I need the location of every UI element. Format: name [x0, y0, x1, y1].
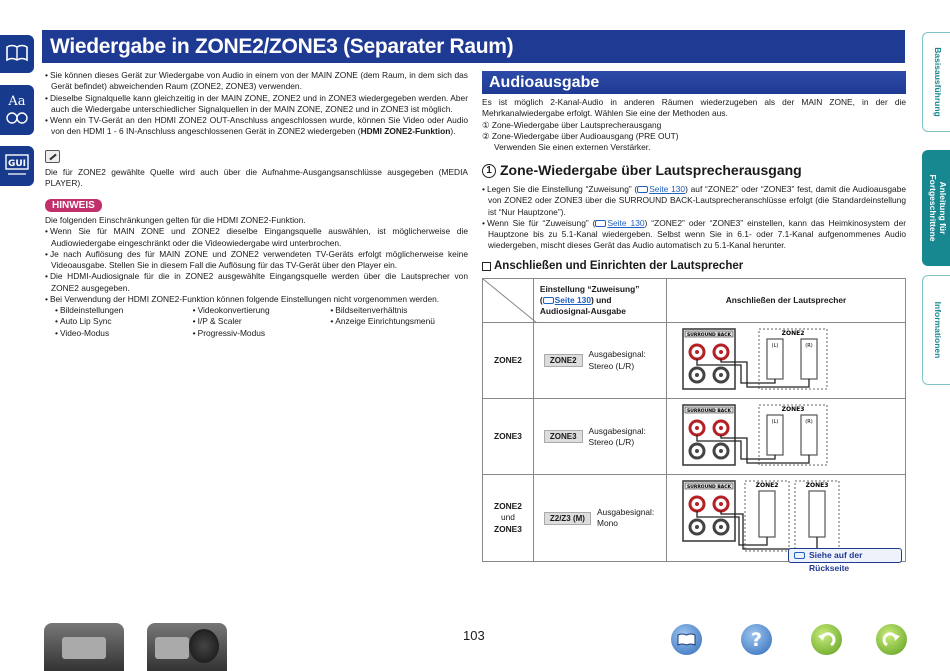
link-icon — [543, 297, 554, 304]
intro-text: Es ist möglich 2-Kanal-Audio in anderen Räumen wiederzugeben als der MAIN ZONE, in der die Mehrkanalwiedergabe erfolgt. Wählen Sie eine der Methoden aus. — [482, 97, 906, 119]
speaker-table — [482, 278, 906, 562]
book-icon[interactable] — [671, 624, 702, 655]
page-link[interactable]: Seite 130 — [607, 217, 645, 228]
method-note: Verwenden Sie einen externen Verstärker. — [494, 142, 651, 152]
list-item: • Progressiv-Modus — [193, 328, 331, 339]
intro-list — [45, 70, 468, 138]
svg-text:ZONE3: ZONE3 — [781, 406, 805, 414]
checkbox-icon — [482, 262, 491, 271]
list-item: • Die HDMI-Audiosignale für die in ZONE2 ausgewählte Eingangsquelle werden über die Lautsprecher von ZONE2 ausgegeben. — [45, 271, 468, 294]
svg-text:(R): (R) — [805, 419, 813, 426]
svg-text:SURROUND BACK: SURROUND BACK — [686, 332, 732, 338]
diagram-cell — [667, 322, 906, 398]
gui-icon[interactable] — [0, 146, 34, 186]
page-link[interactable]: Seite 130 — [649, 184, 686, 194]
svg-text:?: ? — [750, 629, 763, 651]
index-aa-icon[interactable] — [0, 85, 34, 135]
hinweis-badge: HINWEIS — [45, 199, 102, 212]
list-item: • Je nach Auflösung des für MAIN ZONE und ZONE2 verwendeten TV-Geräts erfolgt möglicherweise keine Videoausgabe. Stellen Sie in diesem Fall die Auflösung für das TV-Gerät über den Player ein. — [45, 249, 468, 272]
link-icon — [637, 186, 648, 193]
back-arrow-icon[interactable] — [811, 624, 842, 655]
svg-text:GUI: GUI — [7, 159, 27, 169]
table-corner — [483, 278, 534, 322]
list-item: • Legen Sie die Einstellung “Zuweisung” ( Seite 130) auf “ZONE2” oder “ZONE3” fest, damit die Audioausgabe von ZONE2 oder ZONE3 über die SURROUND BACK-Lautsprecheranschlüsse erfolgt (die Standardeinstellung ist “Nur Hauptzone”). — [482, 184, 906, 218]
svg-text:Aa: Aa — [8, 94, 26, 109]
note-text: Die für ZONE2 gewählte Quelle wird auch über die Aufnahme-Ausgangsanschlüsse ausgegeben (MEDIA PLAYER). — [45, 166, 468, 188]
list-item: • Videokonvertierung — [193, 305, 331, 316]
forward-arrow-icon[interactable] — [876, 624, 907, 655]
diagram-cell — [667, 399, 906, 475]
rear-panel-thumbnail[interactable] — [147, 623, 227, 671]
list-item: • Sie können dieses Gerät zur Wiedergabe von Audio in einem von der MAIN ZONE (dem Raum, in dem sich das Gerät befindet) abweichenden Raum (ZONE2, ZONE3) verwenden. — [45, 70, 468, 93]
list-item: • I/P & Scaler — [193, 316, 331, 327]
table-row: ZONE2 und ZONE3 Z2/Z3 (M) Ausgabesignal: Mono SURROUND BACK ZONE2 ZONE3 — [483, 475, 906, 561]
settings-columns — [45, 305, 468, 339]
hinweis-intro: Die folgenden Einschränkungen gelten für die HDMI ZONE2-Funktion. — [45, 215, 306, 225]
link-icon — [595, 220, 606, 227]
svg-text:(R): (R) — [805, 342, 813, 349]
section-heading: Audioausgabe — [482, 71, 906, 94]
list-item: • Wenn ein TV-Gerät an den HDMI ZONE2 OUT-Anschluss angeschlossen wurde, können Sie Video oder Audio von den HDMI 1 - 6 IN-Anschluss angeschlossenen Gerät in ZONE2 wiedergeben (HDMI ZONE2-Funktion). — [45, 115, 468, 138]
table-row: ZONE3 ZONE3 Ausgabesignal: Stereo (L/R) SURROUND BACK ZONE3 (L) (R) — [483, 399, 906, 475]
svg-text:ZONE2: ZONE2 — [755, 482, 779, 490]
link-icon — [794, 552, 805, 559]
speaker-diagram-zone3 — [671, 401, 901, 469]
list-item: • Wenn Sie für MAIN ZONE und ZONE2 dieselbe Eingangsquelle auswählen, ist möglicherweise die Audiowiedergabe eingeschränkt oder die Videowiedergabe wird unterbrochen. — [45, 226, 468, 249]
svg-text:(L): (L) — [771, 419, 779, 426]
tab-fortgeschrittene[interactable]: Anleitung für Fortgeschrittene — [922, 150, 950, 266]
list-item: • Anzeige Einrichtungsmenü — [330, 316, 468, 327]
header-setting: Einstellung “Zuweisung” ( Seite 130) und Audiosignal-Ausgabe — [533, 278, 666, 322]
list-item: • Bildeinstellungen — [55, 305, 193, 316]
list-item: • Video-Modus — [55, 328, 193, 339]
list-item: • Bildseitenverhältnis — [330, 305, 468, 316]
table-row: ZONE2 ZONE2 Ausgabesignal: Stereo (L/R) SURROUND BACK ZONE2 (L) (R) — [483, 322, 906, 398]
speaker-diagram-zone2 — [671, 325, 901, 393]
assign-button[interactable]: Z2/Z3 (M) — [544, 512, 591, 525]
pencil-note-icon — [45, 150, 60, 163]
svg-text:ZONE3: ZONE3 — [805, 482, 829, 490]
help-icon[interactable] — [741, 624, 772, 655]
title-bar — [42, 30, 905, 63]
list-item: • Bei Verwendung der HDMI ZONE2-Funktion können folgende Einstellungen nicht vorgenommen werden. — [45, 294, 468, 305]
subheading: 1 Zone-Wiedergabe über Lautsprecherausgang — [482, 161, 906, 180]
page-title: Wiedergabe in ZONE2/ZONE3 (Separater Raum) — [50, 35, 514, 58]
list-item: • Dieselbe Signalquelle kann gleichzeitig in der MAIN ZONE, ZONE2 und in ZONE3 wiedergegeben werden. Aber auch die Wiedergabe unterschiedlicher Signalquellen in der MAIN ZONE, ZONE2 und in ZONE3 ist möglich. — [45, 93, 468, 116]
subheading-2: Anschließen und Einrichten der Lautsprecher — [482, 259, 906, 274]
svg-text:SURROUND BACK: SURROUND BACK — [686, 485, 732, 491]
right-column — [482, 71, 906, 562]
back-page-link[interactable]: Siehe auf der Rückseite — [788, 548, 902, 563]
header-connect: Anschließen der Lautsprecher — [667, 278, 906, 322]
svg-text:ZONE2: ZONE2 — [781, 329, 805, 337]
zone-list — [482, 184, 906, 252]
assign-button[interactable]: ZONE2 — [544, 354, 583, 367]
assign-button[interactable]: ZONE3 — [544, 430, 583, 443]
method-item: ① Zone-Wiedergabe über Lautsprecherausgang — [482, 119, 662, 130]
svg-text:SURROUND BACK: SURROUND BACK — [686, 409, 732, 415]
svg-text:(L): (L) — [771, 342, 779, 349]
tab-basisausfuehrung[interactable]: Basisausführung — [922, 32, 950, 132]
speaker-diagram-zone2-zone3 — [671, 477, 901, 555]
front-panel-thumbnail[interactable] — [44, 623, 124, 671]
list-item: • Wenn Sie für “Zuweisung” ( Seite 130) “ZONE2” oder “ZONE3” einstellen, kann das Heimkinosystem der Hauptzone bis zu 5.1-Kanal wiedergeben. Selbst wenn Sie in 6.1- oder 7.1-Kanal aufgenommenes Audio wiedergeben, mischt dieses Gerät das Audio automatisch zu 5.1-Kanal herunter. — [482, 218, 906, 252]
method-item: ② Zone-Wiedergabe über Audioausgang (PRE OUT) — [482, 130, 679, 141]
left-column — [45, 70, 468, 339]
hinweis-list — [45, 226, 468, 305]
tab-informationen[interactable]: Informationen — [922, 275, 950, 385]
list-item: • Auto Lip Sync — [55, 316, 193, 327]
contents-book-icon[interactable] — [0, 35, 34, 73]
page-number: 103 — [463, 628, 485, 643]
